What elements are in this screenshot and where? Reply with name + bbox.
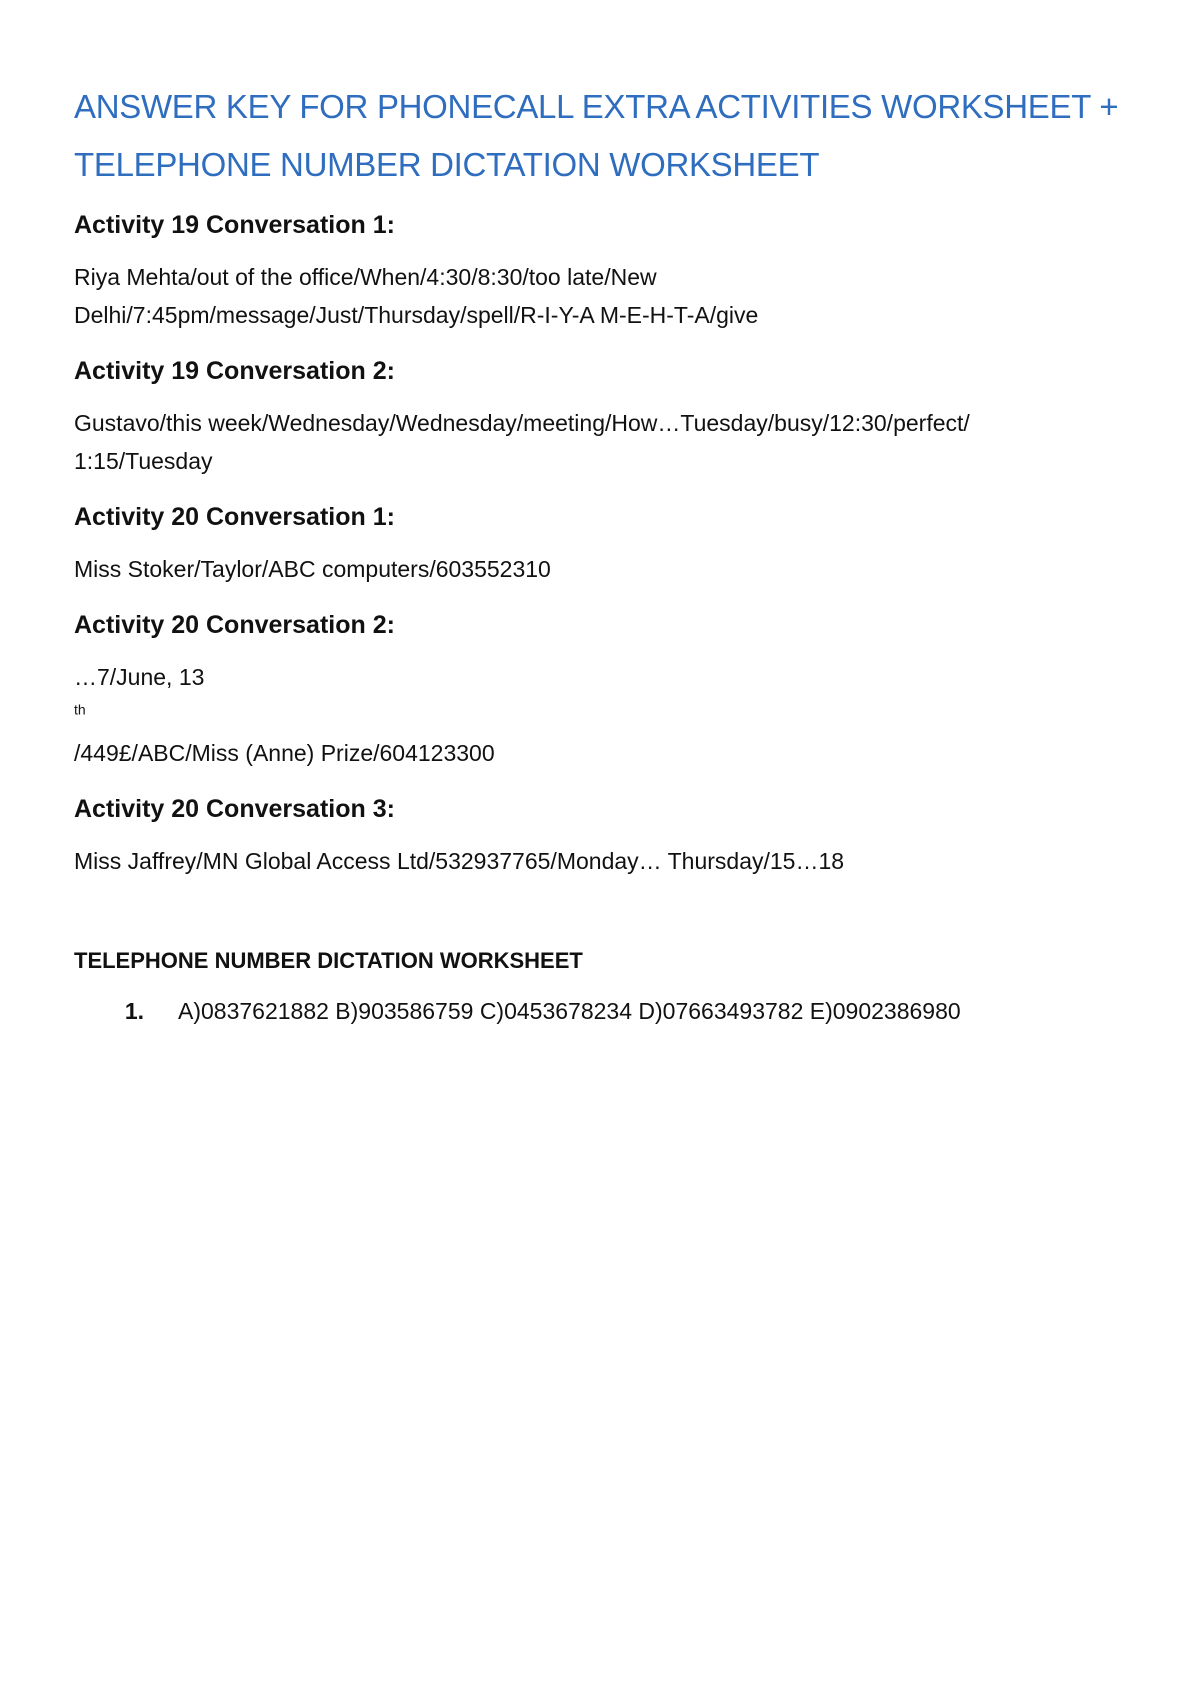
dictation-list — [74, 994, 1134, 1028]
section-heading: Activity 19 Conversation 2: — [74, 357, 395, 385]
list-item — [74, 994, 1134, 1028]
answer-line: Delhi/7:45pm/message/Just/Thursday/spell/R-I-Y-A M-E-H-T-A/give — [74, 302, 759, 328]
answer-line: Miss Stoker/Taylor/ABC computers/603552310 — [74, 556, 551, 582]
list-item-text: A)0837621882 B)903586759 C)0453678234 D)07663493782 E)0902386980 — [178, 998, 961, 1024]
section-heading: Activity 20 Conversation 3: — [74, 795, 395, 823]
document-page — [74, 78, 1134, 1028]
list-item-number: 1. — [124, 998, 144, 1024]
activity-20-conversation-3 — [74, 792, 1134, 880]
answer-text — [74, 550, 1134, 588]
answer-line-end: /449£/ABC/Miss (Anne) Prize/604123300 — [74, 740, 495, 766]
activity-20-conversation-1 — [74, 500, 1134, 588]
answer-text — [74, 842, 1134, 880]
activity-19-conversation-2 — [74, 354, 1134, 480]
answer-line: Riya Mehta/out of the office/When/4:30/8:30/too late/New — [74, 264, 657, 290]
answer-line: Miss Jaffrey/MN Global Access Ltd/532937765/Monday… Thursday/15…18 — [74, 848, 845, 874]
page-title — [74, 78, 1134, 194]
section-heading: Activity 20 Conversation 2: — [74, 611, 395, 639]
activity-20-conversation-2 — [74, 608, 1134, 772]
section-heading: Activity 20 Conversation 1: — [74, 503, 395, 531]
dictation-heading: TELEPHONE NUMBER DICTATION WORKSHEET — [74, 948, 583, 973]
answer-line-start: …7/June, 13 — [74, 664, 205, 690]
activity-19-conversation-1 — [74, 208, 1134, 334]
answer-text — [74, 658, 1134, 772]
title-line-2: TELEPHONE NUMBER DICTATION WORKSHEET — [74, 146, 820, 183]
ordinal-suffix: th — [74, 701, 86, 718]
answer-line: Gustavo/this week/Wednesday/Wednesday/meeting/How…Tuesday/busy/12:30/perfect/ — [74, 410, 970, 436]
answer-line — [74, 658, 1134, 772]
title-line-1: ANSWER KEY FOR PHONECALL EXTRA ACTIVITIES WORKSHEET + — [74, 88, 1119, 125]
answer-text — [74, 258, 1134, 334]
section-heading: Activity 19 Conversation 1: — [74, 211, 395, 239]
answer-text — [74, 404, 1134, 480]
answer-line: 1:15/Tuesday — [74, 448, 213, 474]
